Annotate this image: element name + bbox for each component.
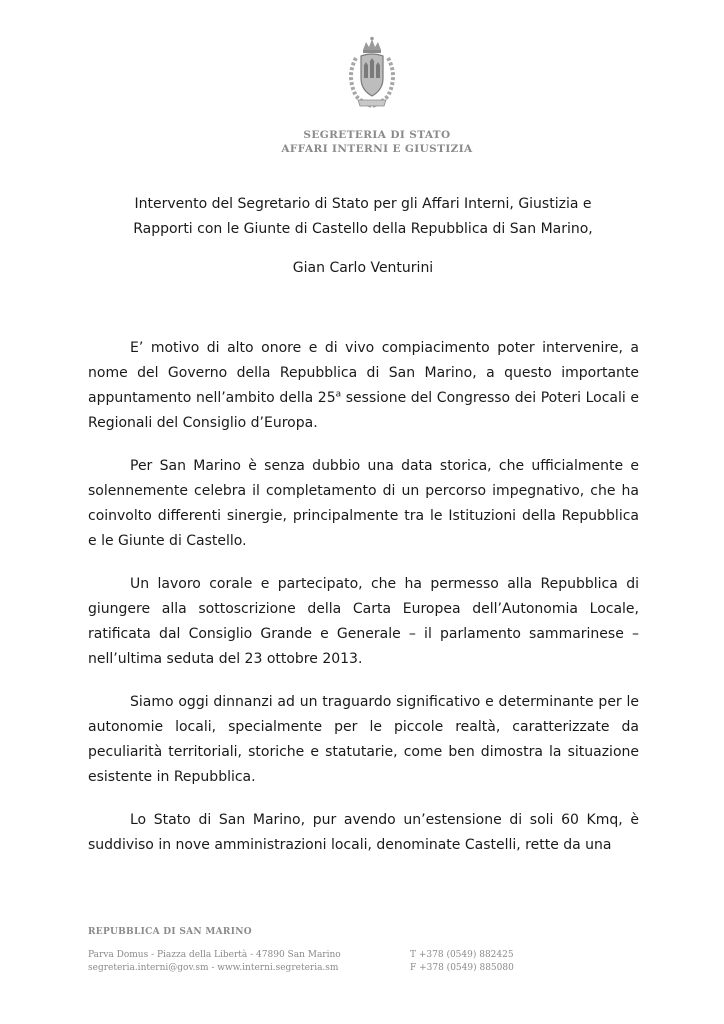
document-body	[88, 336, 639, 876]
speaker-name: Gian Carlo Venturini	[292, 260, 434, 276]
paragraph-2: Per San Marino è senza dubbio una data storica, che ufficialmente e solennemente celebra il completamento di un percorso impegnativo, che ha coinvolto differenti sinergie, principalmente tra le Istituzioni della Repubblica e le Giunte di Castello.	[88, 458, 639, 549]
footer-address: Parva Domus - Piazza della Libertà - 47890 San Marino	[88, 950, 341, 960]
page-footer	[88, 927, 648, 975]
paragraph-1-text-a: E’ motivo di alto onore e di vivo compiacimento poter intervenire, a nome del Governo della Repubblica di San Marino, a questo importante appuntamento nell’ambito della 25	[88, 340, 639, 406]
footer-fax: F +378 (0549) 885080	[410, 963, 514, 973]
paragraph-1-text-b: sessione del Congresso dei Poteri Locali e Regionali del Consiglio d’Europa.	[88, 390, 639, 431]
paragraph-5: Lo Stato di San Marino, pur avendo un’estensione di soli 60 Kmq, è suddiviso in nove amministrazioni locali, denominate Castelli, rette da una	[88, 812, 639, 853]
footer-phone: T +378 (0549) 882425	[410, 950, 514, 960]
document-title	[88, 192, 638, 281]
office-heading	[0, 128, 724, 156]
ordinal-superscript: a	[335, 389, 342, 400]
footer-republic: REPUBBLICA DI SAN MARINO	[88, 927, 252, 937]
paragraph-3: Un lavoro corale e partecipato, che ha permesso alla Repubblica di giungere alla sottoscrizione della Carta Europea dell’Autonomia Locale, ratificata dal Consiglio Grande e Generale – il parlamento sammarinese – nell’ultima seduta del 23 ottobre 2013.	[88, 576, 639, 667]
title-line-2: Rapporti con le Giunte di Castello della Repubblica di San Marino,	[133, 221, 593, 237]
paragraph-4: Siamo oggi dinnanzi ad un traguardo significativo e determinante per le autonomie locali, specialmente per le piccole realtà, caratterizzate da peculiarità territoriali, storiche e statutarie, come ben dimostra la situazione esistente in Repubblica.	[88, 694, 639, 785]
office-line-2: AFFARI INTERNI E GIUSTIZIA	[281, 143, 473, 155]
paragraph-1	[88, 336, 639, 436]
office-line-1: SEGRETERIA DI STATO	[303, 129, 451, 141]
title-line-1: Intervento del Segretario di Stato per gli Affari Interni, Giustizia e	[134, 196, 592, 212]
footer-email-web: segreteria.interni@gov.sm - www.interni.segreteria.sm	[88, 963, 339, 973]
san-marino-coat-of-arms-icon	[342, 36, 402, 112]
